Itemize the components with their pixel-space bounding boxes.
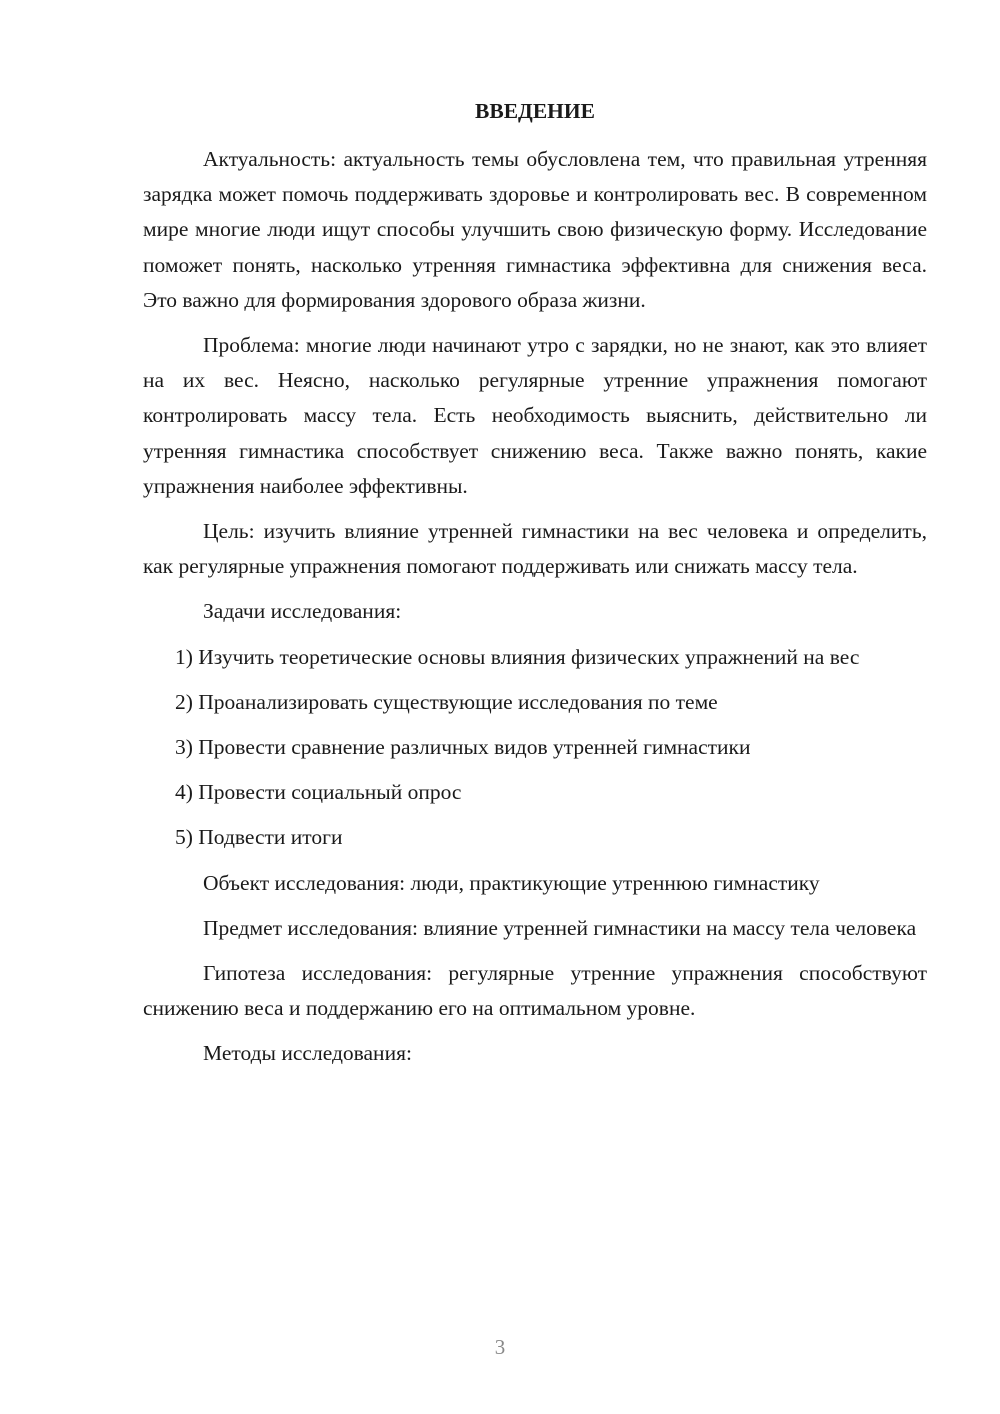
subject-paragraph: Предмет исследования: влияние утренней гимнастики на массу тела человека: [203, 915, 917, 940]
problem-paragraph: Проблема: многие люди начинают утро с зарядки, но не знают, как это влияет на их вес. Неясно, насколько регулярные утренние упражнения помогают контролировать массу тела. Есть необходимость выяснить, действительно ли утренняя гимнастика способствует снижению веса. Также важно понять, какие упражнения наиболее эффективны.: [143, 333, 927, 498]
task-item: 2) Проанализировать существующие исследования по теме: [175, 689, 718, 714]
hypothesis-paragraph: Гипотеза исследования: регулярные утренние упражнения способствуют снижению веса и поддержанию его на оптимальном уровне.: [143, 961, 927, 1021]
task-item: 5) Подвести итоги: [175, 825, 343, 850]
page-number: 3: [494, 1335, 506, 1359]
goal-paragraph: Цель: изучить влияние утренней гимнастики на вес человека и определить, как регулярные упражнения помогают поддерживать или снижать массу тела.: [143, 519, 927, 579]
task-item: 4) Провести социальный опрос: [175, 780, 462, 805]
task-item: 3) Провести сравнение различных видов утренней гимнастики: [175, 735, 751, 760]
tasks-heading: Задачи исследования:: [203, 599, 402, 624]
object-paragraph: Объект исследования: люди, практикующие утреннюю гимнастику: [203, 870, 820, 895]
relevance-paragraph: Актуальность: актуальность темы обусловлена тем, что правильная утренняя зарядка может помочь поддерживать здоровье и контролировать вес. В современном мире многие люди ищут способы улучшить свою физическую форму. Исследование поможет понять, насколько утренняя гимнастика эффективна для снижения веса. Это важно для формирования здорового образа жизни.: [143, 147, 927, 312]
methods-heading: Методы исследования:: [203, 1041, 412, 1066]
task-item: 1) Изучить теоретические основы влияния физических упражнений на вес: [175, 644, 860, 669]
page-title: ВВЕДЕНИЕ: [475, 99, 595, 123]
document-body: [143, 142, 927, 1072]
